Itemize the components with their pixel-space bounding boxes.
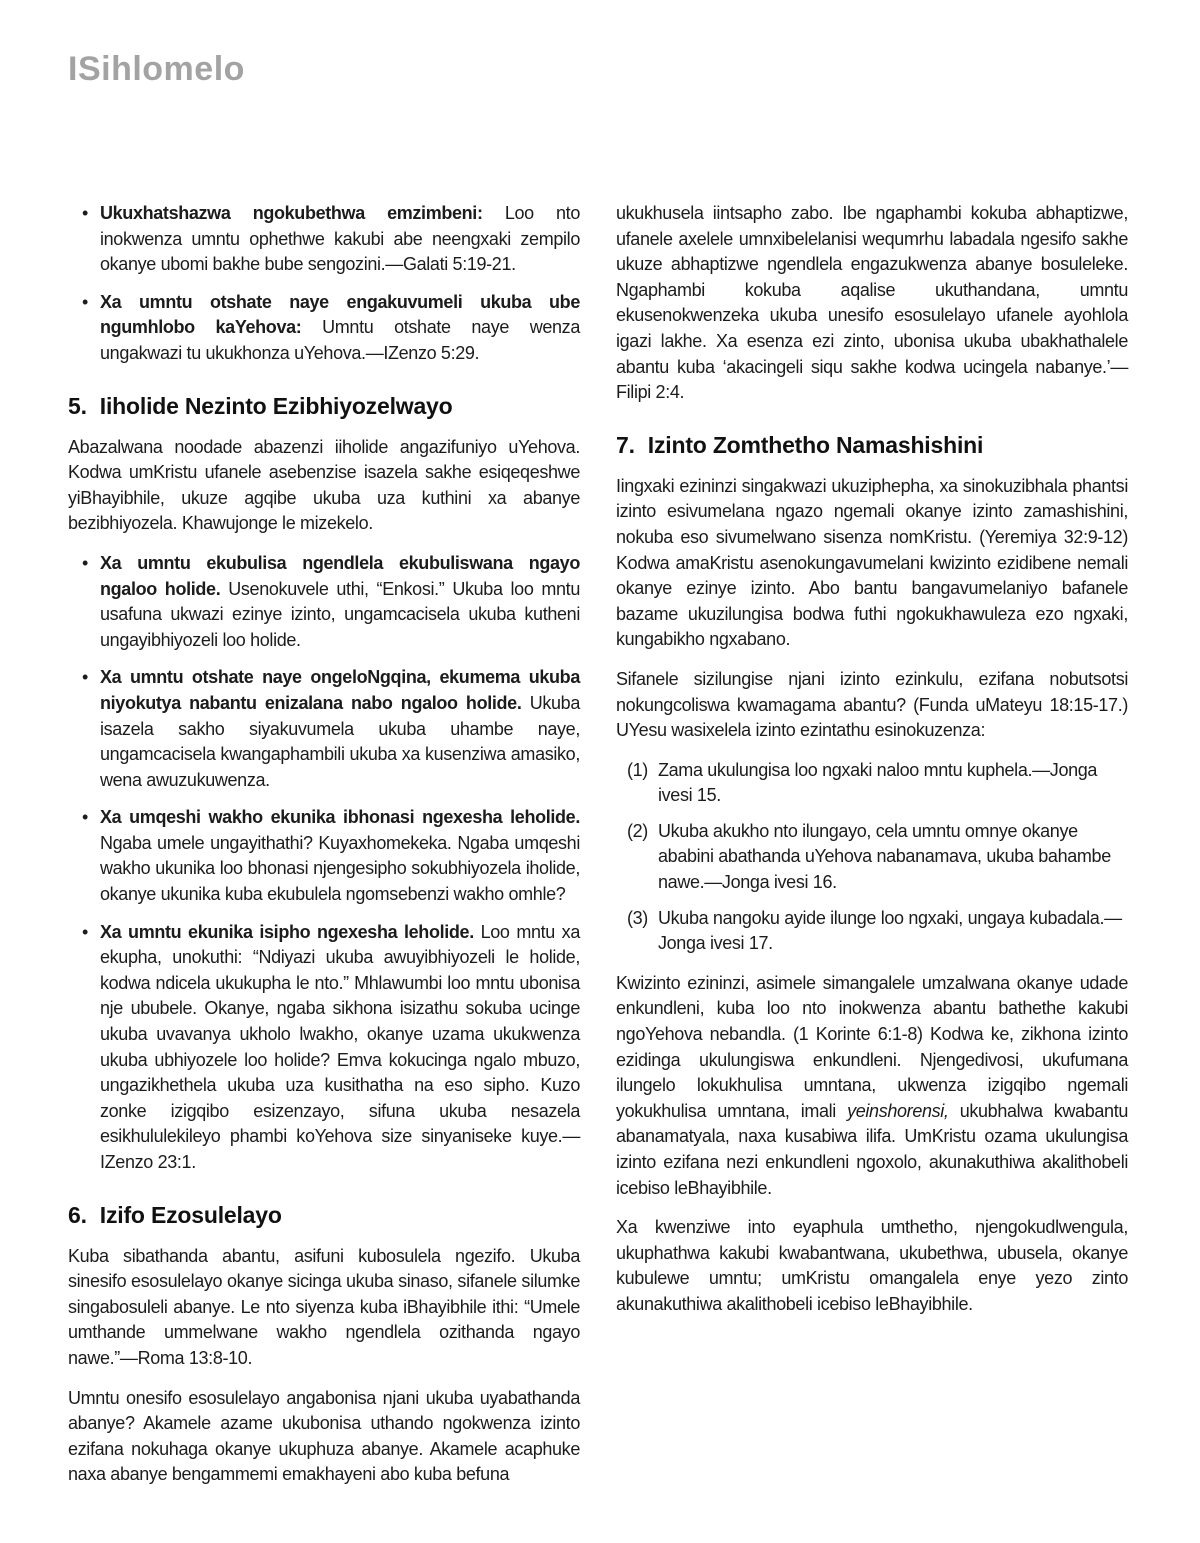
section-title: Iiholide Nezinto Ezibhiyozelwayo [99, 392, 453, 419]
bullet-text [100, 290, 580, 367]
numbered-steps [616, 758, 1128, 957]
paragraph: Abazalwana noodade abazenzi iiholide angazifuniyo uYehova. Kodwa umKristu ufanele asebenzise isazela sakhe esiqeqeshwe yiBhayibhile, ukuze agqibe ukuba uza kuthini xa abanye bezibhiyozela. Khawujonge le mizekelo. [68, 436, 580, 534]
paragraph-continuation: ukukhusela iintsapho zabo. Ibe ngaphambi kokuba abhaptizwe, ufanele axelele umnxibelelanisi wequmrhu labadala ngesifo sakhe ukuze abhaptizwe ngendlela engazukwenza abanye bosuleleke. Ngaphambi kokuba aqalise ukuthandana, umntu ekusenokwenzeka ukuba unesifo esosulelayo ufanele ayohlola igazi lakhe. Xa esenza ezi zinto, ubonisa ukuba ubakhathalele abantu kuba ‘akacingeli siqu sakhe kodwa ucingela nabanye.’—Filipi 2:4. [616, 203, 1128, 403]
paragraph-part: Kwizinto ezininzi, asimele simangalele umzalwana okanye udade enkundleni, kuba loo nto inokwenza abantu bathethe kakubi ngoYehova nebandla. (1 Korinte 6:1-8) Kodwa ke, zikhona izinto ezidinga ukulungiswa enkundleni. Njengedivosi, ukufumana ilungelo lokukhulisa umntana, ukwenza izigqibo ngemali yokukhulisa umntana, imali [616, 972, 1128, 1121]
bullet-marker: • [82, 291, 88, 312]
two-column-layout [68, 201, 1128, 1502]
bullet-lead: Xa umntu otshate naye engakuvumeli ukuba ube ngumhlobo kaYehova: [100, 291, 580, 338]
bullet-lead: Xa umntu otshate naye ongeloNgqina, ekumema ukuba niyokutya nabantu enizalana nabo ngaloo holide. [100, 667, 580, 713]
left-column [68, 201, 580, 1502]
section-title: Izifo Ezosulelayo [99, 1201, 282, 1228]
bullet-lead: Xa umntu ekunika isipho ngexesha leholide. [100, 921, 474, 942]
paragraph: Umntu onesifo esosulelayo angabonisa njani ukuba uyabathanda abanye? Akamele azame ukubonisa uthando ngokwenza izinto ezifana nokuhaga okanye ukuphuza abanye. Akamele acaphuke naxa abanye bengammemi emakhayeni abo kuba befuna [68, 1387, 580, 1485]
paragraph: Sifanele sizilungise njani izinto ezinkulu, ezifana nobutsotsi nokungcoliswa kwamagama abantu? (Funda uMateyu 18:15-17.) UYesu wasixelela izinto ezintathu esinokuzenza: [616, 668, 1128, 741]
paragraph: Iingxaki ezininzi singakwazi ukuziphepha, xa sinokuzibhala phantsi izinto esivumelana ngazo ngemali okanye izinto zamashishini, nokuba eso sivumelwano sisenza nomKristu. (Yeremiya 32:9-12) Kodwa amaKristu asenokungavumelani kwizinto ezidibene nemali okanye ezinye izinto. Abo bantu bangavumelaniyo bafanele bazame ukuzilungisa bodwa futhi ngokukhawuleza ezo ngxaki, kungabikho ngxabano. [616, 475, 1128, 650]
bullet-lead: Xa umntu ekubulisa ngendlela ekubuliswana ngayo ngaloo holide. [100, 552, 580, 599]
section-number: 7. [616, 431, 635, 458]
paragraph: Xa kwenziwe into eyaphula umthetho, njengokudlwengula, ukuphathwa kakubi kwabantwana, ukubethwa, ubusela, okanye kubulewe umntu; umKristu omangalela enye yezo zinto akunakuthiwa akalithobeli icebiso leBhayibhile. [616, 1217, 1128, 1314]
bullet-body: Loo mntu xa ekupha, unokuthi: “Ndiyazi ukuba awuyibhiyozeli le holide, kodwa ndicela ukukupha le nto.” Mhlawumbi loo mntu ubonisa nje ububele. Okanye, ngaba sikhona isizathu sokuba ucinge ukuba uvavanya ukholo lwakho, okanye uzama ukukwenza ukuba ubhiyozele loo holide? Emva kokucinga ngalo mbuzo, ungazikhethela ukuba uza kusithatha na eso sipho. Kuzo zonke izigqibo esizenzayo, sifuna ukuba nesazela esikhululekileyo phambi koYehova size sinyaniseke kuye.—IZenzo 23:1. [100, 921, 580, 1172]
paragraph [616, 971, 1128, 1201]
step-text: Ukuba nangoku ayide ilunge loo ngxaki, ungaya kubadala.—Jonga ivesi 17. [658, 907, 1122, 954]
section-number: 5. [68, 392, 87, 419]
step-text: Zama ukulungisa loo ngxaki naloo mntu kuphela.—Jonga ivesi 15. [658, 759, 1098, 806]
italic-term: yeinshorensi, [847, 1100, 949, 1121]
paragraph-part: ukubhalwa kwabantu abanamatyala, naxa kusabiwa ilifa. UmKristu ozama ukulungisa izinto ezifana nezi enkundleni ngoxolo, akunakuthiwa akalithobeli icebiso leBhayibhile. [616, 1100, 1128, 1198]
bullet-text [100, 201, 580, 278]
bullet-body: Usenokuvele uthi, “Enkosi.” Ukuba loo mntu usafuna ukwazi ezinye izinto, ungamcacisela ukuba kutheni ungayibhiyozeli loo holide. [100, 578, 580, 650]
bullet-lead: Ukuxhatshazwa ngokubethwa emzimbeni: [100, 203, 483, 223]
bullet-item [68, 201, 580, 278]
bullet-body: Ngaba umele ungayithathi? Kuyaxhomekeka. Ngaba umqeshi wakho ukunika loo bhonasi njengesipho sokubhiyozela iholide, okanye ukunika kuba ekubulela ngomsebenzi wakho omhle? [100, 832, 580, 905]
bullet-marker: • [82, 921, 88, 942]
bullet-item [68, 665, 580, 793]
bullet-body: Umntu otshate naye wenza ungakwazi tu ukukhonza uYehova.—IZenzo 5:29. [100, 317, 580, 363]
bullet-marker: • [82, 552, 88, 573]
bullet-body: Ukuba isazela sakho siyakuvumela ukuba uhambe naye, ungamcacisela kwangaphambili ukuba xa kusenziwa amasiko, wena awuzukuwenza. [100, 692, 580, 790]
section-heading-5 [68, 393, 580, 420]
step-text: Ukuba akukho nto ilungayo, cela umntu omnye okanye ababini abathanda uYehova nabanamava, ukuba bahambe nawe.—Jonga ivesi 16. [658, 820, 1111, 893]
step-item [616, 819, 1128, 896]
bullet-item [68, 551, 580, 653]
step-item [616, 906, 1128, 957]
bullet-text [100, 665, 580, 793]
bullet-lead: Xa umqeshi wakho ekunika ibhonasi ngexesha leholide. [100, 807, 580, 828]
bullet-text [100, 805, 580, 907]
section-heading-6 [68, 1202, 580, 1229]
bullet-item [68, 920, 580, 1176]
step-item [616, 758, 1128, 809]
section-heading-7 [616, 432, 1128, 459]
page-title: ISihlomelo [68, 50, 245, 88]
bullet-body: Loo nto inokwenza umntu ophethwe kakubi abe neengxaki zempilo okanye ubomi bakhe bube sengozini.—Galati 5:19-21. [100, 203, 580, 275]
bullet-text [100, 920, 580, 1176]
bullet-marker: • [82, 807, 88, 828]
step-number: (1) [627, 759, 648, 780]
right-column [616, 201, 1128, 1502]
step-number: (2) [627, 820, 648, 841]
bullet-marker: • [82, 667, 88, 688]
section-title: Izinto Zomthetho Namashishini [647, 431, 984, 458]
bullet-marker: • [82, 203, 88, 223]
bullet-text [100, 551, 580, 653]
section-number: 6. [68, 1201, 87, 1228]
paragraph: Kuba sibathanda abantu, asifuni kubosulela ngezifo. Ukuba sinesifo esosulelayo okanye sicinga ukuba sinaso, sifanele silumke singabosuleli abanye. Le nto siyenza kuba iBhayibhile ithi: “Umele umthande ummelwane wakho ngendlela ozithanda ngayo nawe.”—Roma 13:8-10. [68, 1245, 580, 1368]
step-number: (3) [627, 907, 648, 928]
bullet-item [68, 805, 580, 907]
bullet-item [68, 290, 580, 367]
